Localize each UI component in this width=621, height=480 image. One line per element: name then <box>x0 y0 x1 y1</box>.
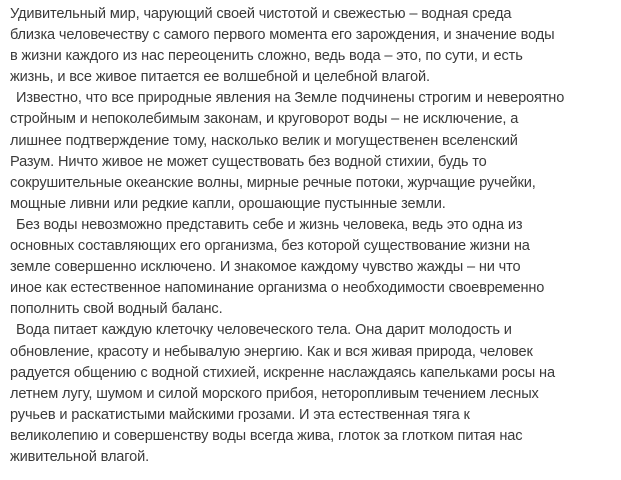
text-line: основных составляющих его организма, без которой существование жизни на <box>10 238 530 255</box>
text-line: ручьев и раскатистыми майскими грозами. И эта естественная тяга к <box>10 406 470 423</box>
text-line: Разум. Ничто живое не может существовать без водной стихии, будь то <box>10 153 487 170</box>
text-line: великолепию и совершенству воды всегда жива, глоток за глотком питая нас <box>10 427 523 444</box>
text-line: Известно, что все природные явления на Земле подчинены строгим и невероятно <box>16 90 565 107</box>
text-line: сокрушительные океанские волны, мирные речные потоки, журчащие ручейки, <box>10 174 536 191</box>
text-line: мощные ливни или редкие капли, орошающие пустынные земли. <box>10 195 446 212</box>
paragraph-2 <box>10 88 615 215</box>
paragraph-1 <box>10 4 615 88</box>
text-line: Удивительный мир, чарующий своей чистотой и свежестью – водная среда <box>10 6 512 22</box>
text-line: летнем лугу, шумом и силой морского прибоя, неторопливым течением лесных <box>10 385 539 402</box>
paragraph-4 <box>10 320 615 468</box>
paragraph-3 <box>10 215 615 320</box>
text-line: земле совершенно исключено. И знакомое каждому чувство жажды – ни что <box>10 259 521 276</box>
text-line: Без воды невозможно представить себе и жизнь человека, ведь это одна из <box>16 216 523 233</box>
text-line: близка человечеству с самого первого момента его зарождения, и значение воды <box>10 27 555 44</box>
text-line: стройным и непоколебимым законам, и круговорот воды – не исключение, а <box>10 111 519 128</box>
text-line: Вода питает каждую клеточку человеческого тела. Она дарит молодость и <box>16 322 512 339</box>
text-line: пополнить свой водный баланс. <box>10 301 223 318</box>
text-line: обновление, красоту и небывалую энергию. Как и вся живая природа, человек <box>10 343 533 360</box>
text-line: жизнь, и все живое питается ее волшебной и целебной влагой. <box>10 69 430 86</box>
text-line: радуется общению с водной стихией, искренне наслаждаясь капельками росы на <box>10 364 555 381</box>
text-line: иное как естественное напоминание организма о необходимости своевременно <box>10 280 545 297</box>
text-line: живительной влагой. <box>10 448 149 465</box>
text-line: в жизни каждого из нас переоценить сложно, ведь вода – это, по сути, и есть <box>10 48 523 65</box>
text-line: лишнее подтверждение тому, насколько велик и могущественен вселенский <box>10 132 518 149</box>
